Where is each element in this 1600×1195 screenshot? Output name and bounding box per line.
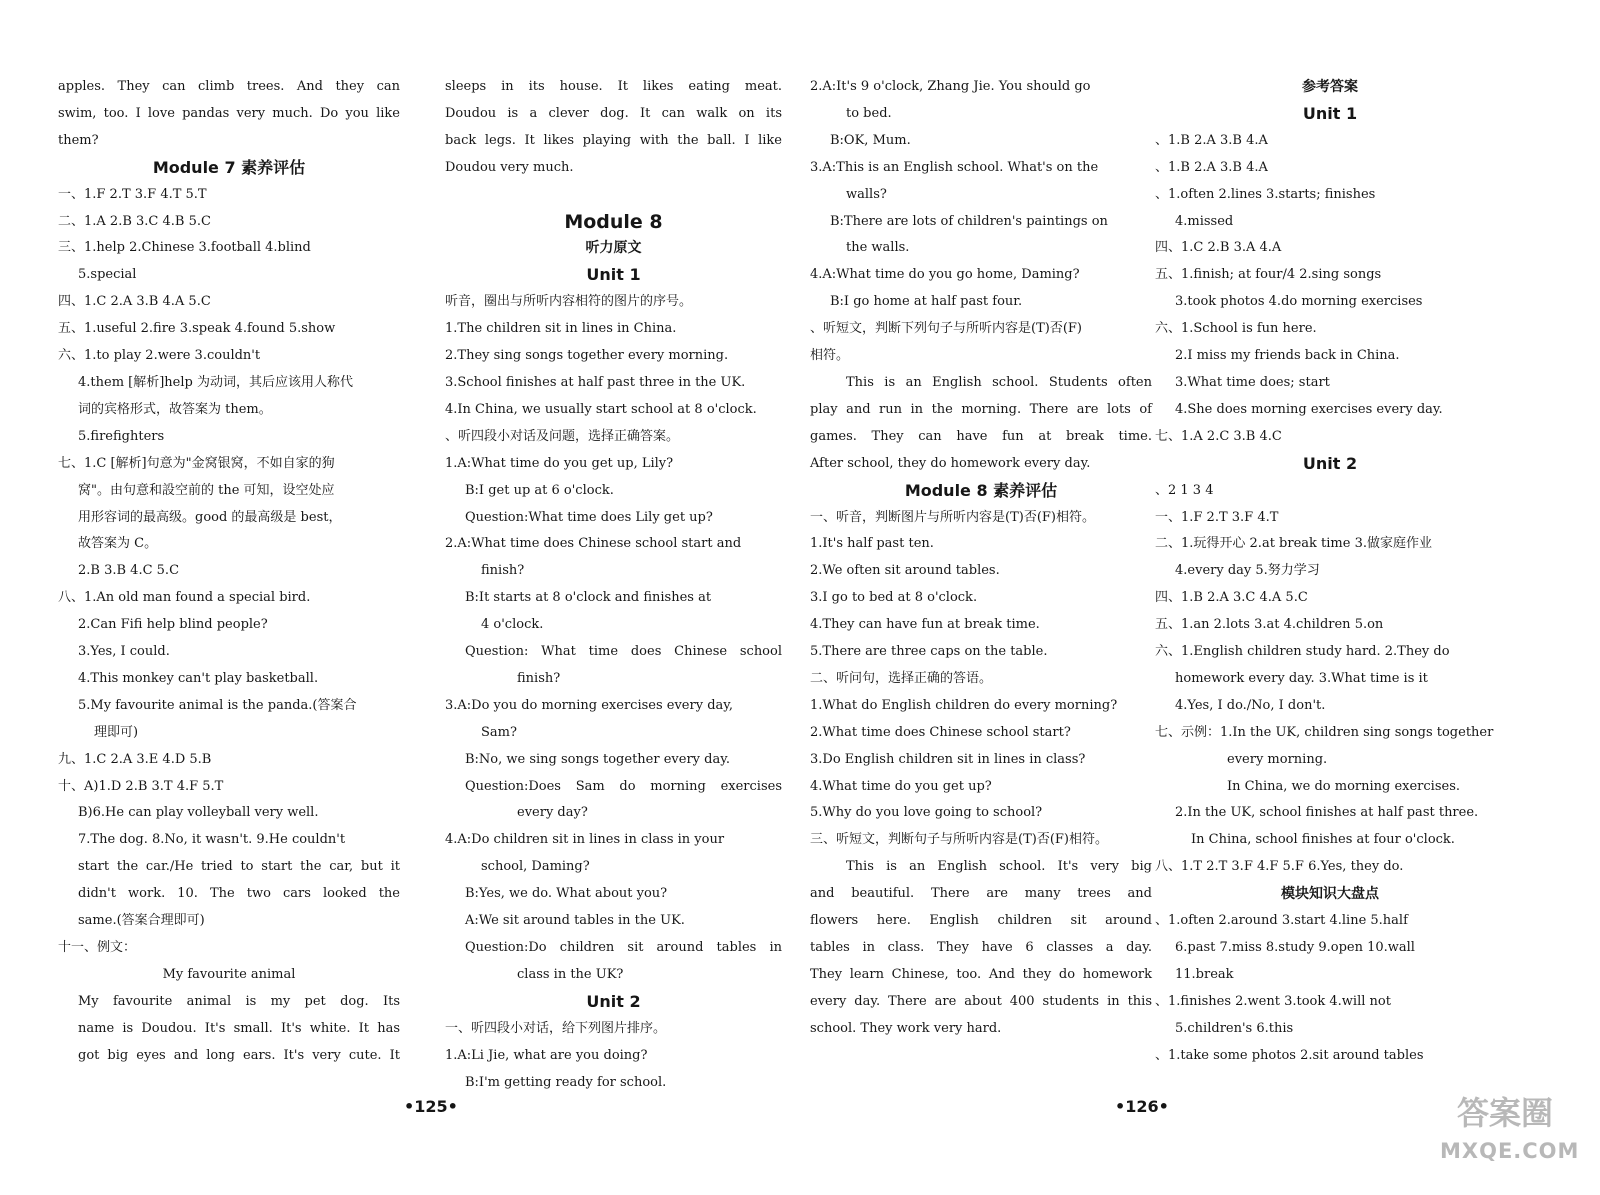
text-line: sleeps in its house. It likes eating meat.: [445, 79, 782, 94]
text-line: 窝"。由句意和設空前的 the 可知，设空处应: [78, 482, 335, 498]
text-line: 、听短文，判断下列句子与所听内容是(T)否(F): [810, 321, 1082, 337]
text-line: apples. They can climb trees. And they can: [58, 79, 400, 94]
text-line: 一、1.F 2.T 3.F 4.T 5.T: [58, 186, 207, 202]
text-line: back legs. It likes playing with the ball. I like: [445, 132, 782, 148]
text-line: 词的宾格形式，故答案为 them。: [78, 401, 272, 417]
watermark-logo: [1440, 1090, 1580, 1180]
text-line: 八、1.An old man found a special bird.: [58, 590, 311, 606]
text-line: Question:What time does Lily get up?: [465, 509, 713, 525]
text-line: 2.They sing songs together every morning.: [445, 348, 729, 364]
text-line: same.(答案合理即可): [78, 913, 205, 929]
text-line: 2.B 3.B 4.C 5.C: [78, 563, 180, 579]
text-line: 2.What time does Chinese school start?: [810, 724, 1071, 740]
text-line: class in the UK?: [517, 966, 624, 982]
text-line: 3.A:Do you do morning exercises every day,: [445, 697, 734, 713]
text-line: In China, we do morning exercises.: [1227, 778, 1461, 794]
text-line: 5.children's 6.this: [1175, 1020, 1294, 1036]
text-line: swim, too. I love pandas very much. Do you like: [58, 105, 400, 121]
text-line: B:I go home at half past four.: [830, 294, 1023, 310]
text-line: 2.I miss my friends back in China.: [1175, 348, 1400, 364]
page-number-left: •125•: [404, 1097, 458, 1116]
text-line: 1.The children sit in lines in China.: [445, 321, 677, 337]
text-line: 4.Yes, I do./No, I don't.: [1175, 697, 1326, 713]
section-heading: 参考答案: [1302, 79, 1358, 95]
text-line: 七、1.A 2.C 3.B 4.C: [1155, 428, 1282, 444]
text-line: play and run in the morning. There are lots of: [810, 401, 1152, 417]
text-line: 3.took photos 4.do morning exercises: [1175, 294, 1423, 310]
text-line: Doudou very much.: [445, 159, 574, 175]
text-line: 5.There are three caps on the table.: [810, 644, 1048, 660]
text-line: every day?: [517, 805, 588, 821]
text-line: 二、听问句，选择正确的答语。: [810, 670, 993, 686]
text-line: B:I'm getting ready for school.: [465, 1074, 667, 1090]
text-line: 4.every day 5.努力学习: [1175, 563, 1320, 579]
text-line: Question:Do children sit around tables in: [465, 940, 782, 955]
text-line: didn't work. 10. The two cars looked the: [78, 886, 400, 902]
text-line: 三、1.help 2.Chinese 3.football 4.blind: [58, 240, 311, 256]
text-line: got big eyes and long ears. It's very cute. It: [78, 1047, 400, 1063]
text-line: school, Daming?: [481, 859, 590, 875]
text-line: B)6.He can play volleyball very well.: [78, 805, 319, 821]
watermark-text: 答案圈: [1456, 1094, 1553, 1132]
text-line: 4 o'clock.: [481, 617, 544, 633]
text-line: 六、1.School is fun here.: [1155, 321, 1317, 337]
text-line: 一、听四段小对话，给下列图片排序。: [445, 1020, 667, 1036]
text-line: 2.In the UK, school finishes at half past three.: [1175, 805, 1479, 821]
text-line: to bed.: [846, 105, 892, 121]
text-line: A:We sit around tables in the UK.: [465, 913, 685, 929]
text-line: They learn Chinese, too. And they do homework: [810, 966, 1152, 982]
text-line: [445, 182, 782, 209]
text-line: 3.Do English children sit in lines in class?: [810, 751, 1086, 767]
text-line: 4.They can have fun at break time.: [810, 617, 1040, 633]
text-line: them?: [58, 132, 99, 148]
text-line: tables in class. They have 6 classes a day.: [810, 940, 1152, 955]
text-line: 故答案为 C。: [78, 536, 158, 552]
text-line: 6.past 7.miss 8.study 9.open 10.wall: [1175, 940, 1415, 955]
text-line: 3.Yes, I could.: [78, 644, 170, 660]
text-line: 3.I go to bed at 8 o'clock.: [810, 590, 978, 606]
text-line: B:I get up at 6 o'clock.: [465, 482, 614, 498]
text-line: 四、1.C 2.A 3.B 4.A 5.C: [58, 294, 211, 310]
text-line: 4.In China, we usually start school at 8 o'clock.: [445, 401, 757, 417]
text-line: 十一、例文：: [58, 940, 137, 955]
text-line: 1.A:Li Jie, what are you doing?: [445, 1047, 648, 1063]
text-line: B:Yes, we do. What about you?: [465, 886, 668, 902]
text-line: 、2 1 3 4: [1155, 482, 1214, 498]
text-line: 七、1.C [解析]句意为"金窝银窝，不如自家的狗: [58, 455, 335, 471]
text-line: Doudou is a clever dog. It can walk on its: [445, 105, 782, 121]
page-number-right: •126•: [1115, 1097, 1169, 1116]
text-line: Sam?: [481, 724, 517, 740]
text-line: 4.A:Do children sit in lines in class in your: [445, 832, 725, 848]
text-line: 一、1.F 2.T 3.F 4.T: [1155, 509, 1279, 525]
text-line: 六、1.to play 2.were 3.couldn't: [58, 348, 261, 364]
text-line: 1.What do English children do every morning?: [810, 697, 1118, 713]
text-line: 一、听音，判断图片与所听内容是(T)否(F)相符。: [810, 509, 1095, 525]
text-line: My favourite animal: [162, 966, 296, 982]
text-line: B:No, we sing songs together every day.: [465, 751, 730, 767]
section-heading: Unit 2: [586, 991, 641, 1011]
text-line: and beautiful. There are many trees and: [810, 886, 1152, 902]
text-line: 二、1.A 2.B 3.C 4.B 5.C: [58, 213, 211, 229]
text-line: 4.She does morning exercises every day.: [1175, 401, 1443, 417]
text-line: 4.them [解析]help 为动词，其后应该用人称代: [78, 374, 353, 390]
text-line: 4.A:What time do you go home, Daming?: [810, 267, 1080, 283]
section-heading: 听力原文: [585, 240, 642, 257]
text-line: 、1.B 2.A 3.B 4.A: [1155, 159, 1268, 175]
text-line: 5.special: [78, 267, 137, 283]
section-heading: Unit 2: [1302, 453, 1358, 473]
text-line: My favourite animal is my pet dog. Its: [78, 993, 400, 1009]
text-line: 四、1.C 2.B 3.A 4.A: [1155, 240, 1282, 256]
text-line: the walls.: [846, 240, 910, 256]
text-line: 3.School finishes at half past three in the UK.: [445, 374, 746, 390]
watermark-url: MXQE.COM: [1440, 1139, 1580, 1163]
text-line: every day. There are about 400 students in this: [810, 993, 1152, 1009]
text-line: 11.break: [1175, 966, 1234, 982]
text-line: B:There are lots of children's paintings on: [830, 213, 1108, 229]
text-line: 、1.often 2.around 3.start 4.line 5.half: [1155, 913, 1408, 929]
text-line: flowers here. English children sit around: [810, 913, 1152, 929]
section-heading: 模块知识大盘点: [1281, 886, 1379, 903]
text-line: 1.A:What time do you get up, Lily?: [445, 455, 674, 471]
text-line: 2.A:What time does Chinese school start and: [445, 536, 742, 552]
section-heading: Unit 1: [586, 265, 641, 285]
text-line: finish?: [517, 670, 561, 686]
text-line: This is an English school. It's very big: [846, 859, 1152, 875]
text-line: 、1.take some photos 2.sit around tables: [1155, 1047, 1424, 1063]
text-line: 4.What time do you get up?: [810, 778, 992, 794]
text-line: 3.What time does; start: [1175, 374, 1330, 390]
text-line: This is an English school. Students often: [846, 374, 1152, 390]
text-line: After school, they do homework every day.: [810, 455, 1091, 471]
text-line: start the car./He tried to start the car, but it: [78, 859, 400, 875]
text-line: 理即可): [94, 724, 139, 740]
text-line: games. They can have fun at break time.: [810, 428, 1152, 444]
text-line: 4.missed: [1175, 213, 1234, 229]
text-line: 三、听短文，判断句子与所听内容是(T)否(F)相符。: [810, 832, 1108, 848]
text-line: every morning.: [1227, 751, 1328, 767]
text-line: 、听四段小对话及问题，选择正确答案。: [445, 428, 680, 444]
column-1: [58, 74, 400, 1070]
text-line: 、1.B 2.A 3.B 4.A: [1155, 132, 1268, 148]
text-line: walls?: [846, 186, 887, 202]
section-heading: Module 8: [564, 210, 663, 233]
text-line: 5.Why do you love going to school?: [810, 805, 1043, 821]
text-line: 7.The dog. 8.No, it wasn't. 9.He couldn't: [78, 832, 346, 848]
section-heading: Module 8 素养评估: [904, 480, 1058, 500]
text-line: 2.We often sit around tables.: [810, 563, 1000, 579]
text-line: 用形容词的最高级。good 的最高级是 best，: [78, 509, 342, 525]
text-line: 2.A:It's 9 o'clock, Zhang Jie. You should go: [810, 79, 1091, 94]
text-line: 二、1.玩得开心 2.at break time 3.做家庭作业: [1155, 536, 1432, 552]
column-2: [445, 74, 782, 1096]
text-line: Question:Does Sam do morning exercises: [465, 778, 782, 794]
text-line: 2.Can Fifi help blind people?: [78, 617, 268, 633]
text-line: homework every day. 3.What time is it: [1175, 670, 1428, 686]
column-3: [810, 74, 1152, 1043]
text-line: 4.This monkey can't play basketball.: [78, 670, 319, 686]
text-line: name is Doudou. It's small. It's white. It has: [78, 1020, 400, 1036]
text-line: Question: What time does Chinese school: [465, 644, 782, 660]
text-line: 九、1.C 2.A 3.E 4.D 5.B: [58, 751, 212, 767]
text-line: 3.A:This is an English school. What's on the: [810, 159, 1099, 175]
text-line: 四、1.B 2.A 3.C 4.A 5.C: [1155, 590, 1308, 606]
text-line: 十、A)1.D 2.B 3.T 4.F 5.T: [58, 778, 224, 794]
text-line: B:OK, Mum.: [830, 132, 911, 148]
text-line: 相符。: [810, 348, 850, 364]
text-line: 听音，圈出与所听内容相符的图片的序号。: [445, 294, 693, 310]
section-heading: Unit 1: [1302, 103, 1358, 123]
text-line: 五、1.finish; at four/4 2.sing songs: [1155, 267, 1382, 283]
text-line: 七、示例：1.In the UK, children sing songs together: [1155, 724, 1494, 740]
text-line: 六、1.English children study hard. 2.They do: [1155, 644, 1450, 660]
text-line: school. They work very hard.: [810, 1020, 1002, 1036]
text-line: 五、1.an 2.lots 3.at 4.children 5.on: [1155, 617, 1384, 633]
text-line: 八、1.T 2.T 3.F 4.F 5.F 6.Yes, they do.: [1155, 859, 1404, 875]
text-line: finish?: [481, 563, 525, 579]
text-line: 5.My favourite animal is the panda.(答案合: [78, 697, 357, 713]
text-line: 五、1.useful 2.fire 3.speak 4.found 5.show: [58, 321, 336, 337]
text-line: 5.firefighters: [78, 428, 165, 444]
section-heading: Module 7 素养评估: [152, 157, 306, 177]
text-line: In China, school finishes at four o'clock.: [1191, 832, 1455, 848]
text-line: 、1.finishes 2.went 3.took 4.will not: [1155, 993, 1391, 1009]
text-line: 、1.often 2.lines 3.starts; finishes: [1155, 186, 1376, 202]
column-4: [1155, 74, 1505, 1070]
text-line: 1.It's half past ten.: [810, 536, 934, 552]
text-line: B:It starts at 8 o'clock and finishes at: [465, 590, 712, 606]
